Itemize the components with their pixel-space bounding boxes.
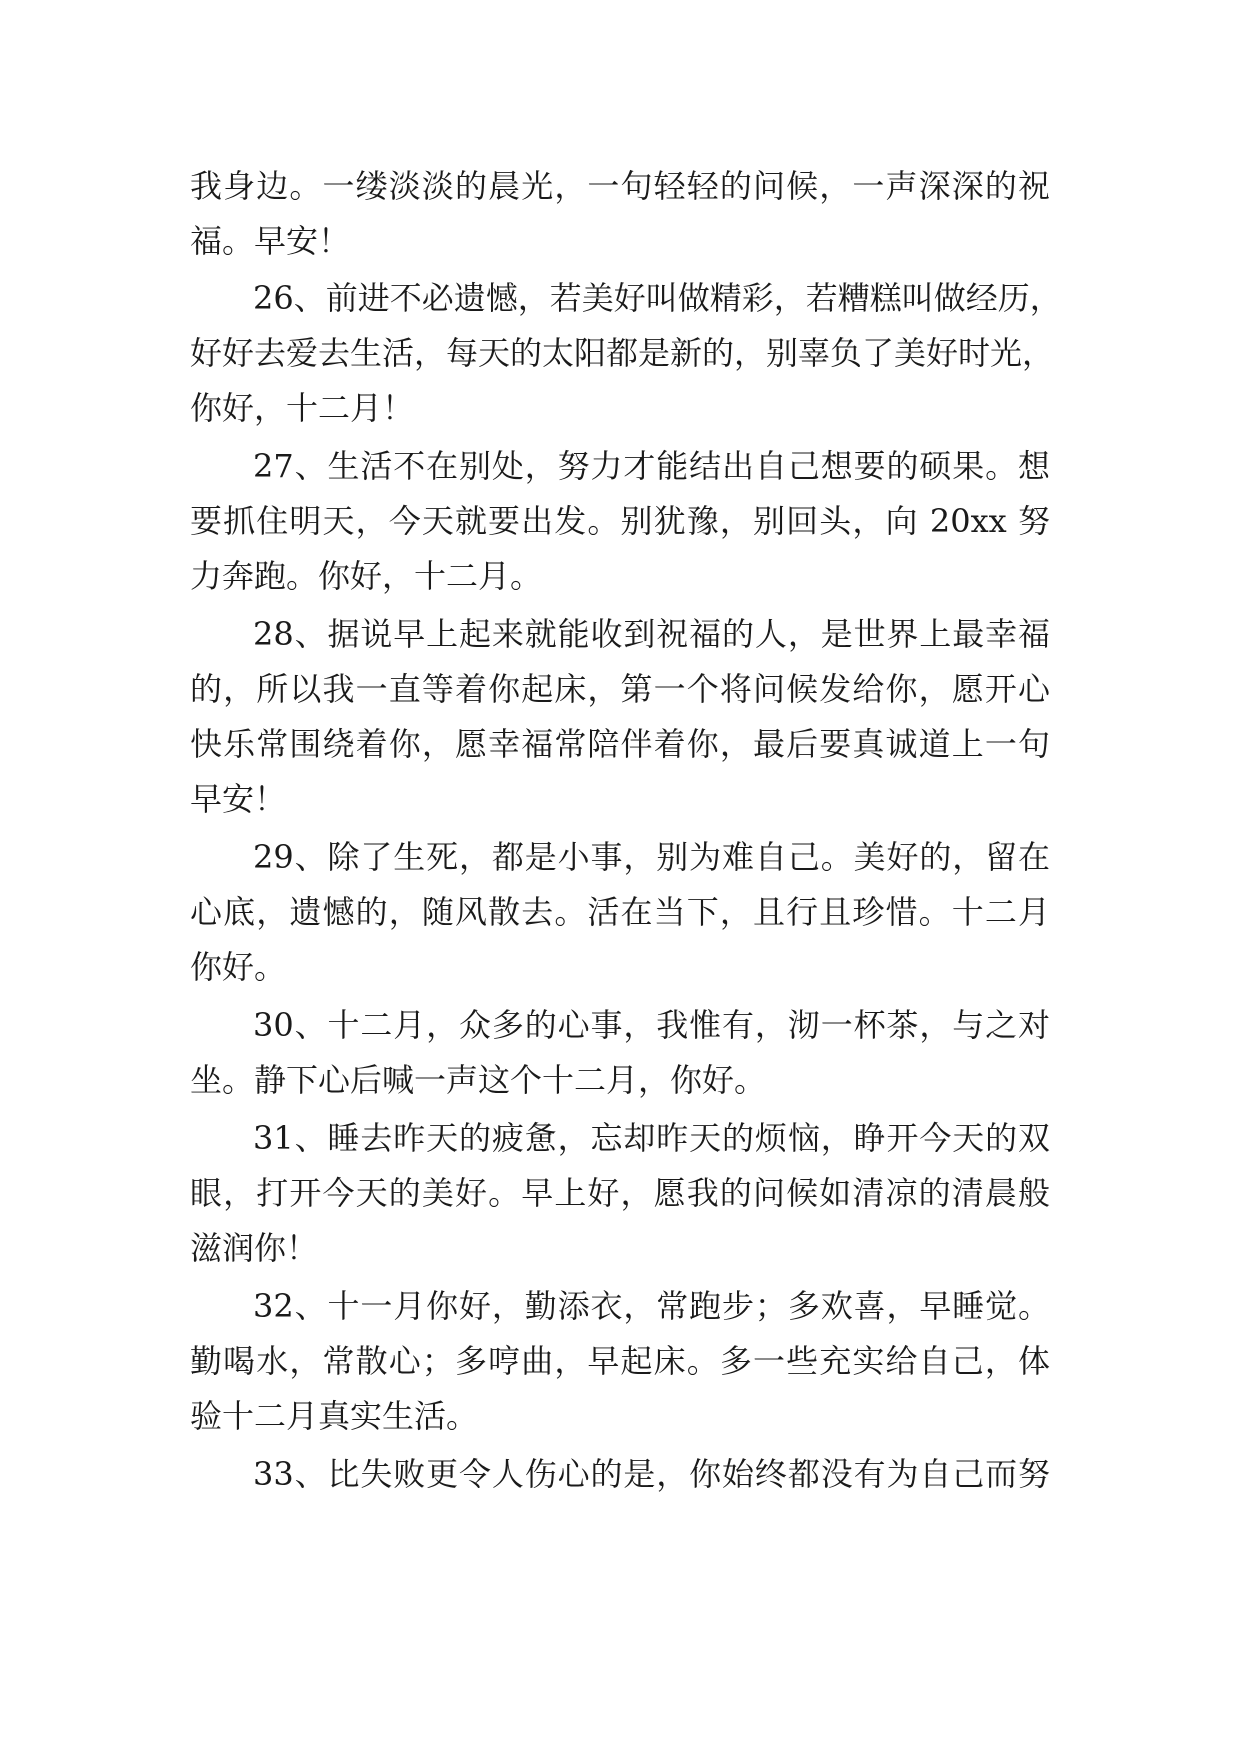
paragraph-26-line: 26、前进不必遗憾，若美好叫做精彩，若糟糕叫做经历， <box>253 279 1062 317</box>
text-line: 你好，十二月！ <box>190 389 415 427</box>
paragraph-27-line: 27、生活不在别处，努力才能结出自己想要的硕果。想 <box>253 447 1050 485</box>
text-line: 你好。 <box>190 948 287 986</box>
text-line: 我身边。一缕淡淡的晨光，一句轻轻的问候，一声深深的祝 <box>190 167 1050 205</box>
text-line: 福。早安！ <box>190 222 351 260</box>
text-line: 的，所以我一直等着你起床，第一个将问候发给你，愿开心 <box>190 670 1050 708</box>
paragraph-30-line: 30、十二月，众多的心事，我惟有，沏一杯茶，与之对 <box>253 1006 1050 1044</box>
paragraph-28-line: 28、据说早上起来就能收到祝福的人，是世界上最幸福 <box>253 615 1050 653</box>
text-line: 好好去爱去生活，每天的太阳都是新的，别辜负了美好时光， <box>190 334 1055 372</box>
text-line: 勤喝水，常散心；多哼曲，早起床。多一些充实给自己，体 <box>190 1342 1050 1380</box>
paragraph-32-line: 32、十一月你好，勤添衣，常跑步；多欢喜，早睡觉。 <box>253 1287 1050 1325</box>
text-line: 滋润你！ <box>190 1229 319 1267</box>
text-line: 力奔跑。你好，十二月。 <box>190 557 543 595</box>
paragraph-33-line: 33、比失败更令人伤心的是，你始终都没有为自己而努 <box>253 1455 1050 1493</box>
paragraph-31-line: 31、睡去昨天的疲惫，忘却昨天的烦恼，睁开今天的双 <box>253 1119 1050 1157</box>
text-line: 要抓住明天，今天就要出发。别犹豫，别回头，向 20xx 努 <box>190 502 1050 540</box>
text-line: 坐。静下心后喊一声这个十二月，你好。 <box>190 1061 767 1099</box>
text-line: 快乐常围绕着你，愿幸福常陪伴着你，最后要真诚道上一句 <box>190 725 1050 763</box>
text-line: 心底，遗憾的，随风散去。活在当下，且行且珍惜。十二月 <box>190 893 1050 931</box>
text-line: 眼，打开今天的美好。早上好，愿我的问候如清凉的清晨般 <box>190 1174 1050 1212</box>
text-line: 早安！ <box>190 780 287 818</box>
paragraph-29-line: 29、除了生死，都是小事，别为难自己。美好的，留在 <box>253 838 1050 876</box>
text-line: 验十二月真实生活。 <box>190 1397 479 1435</box>
